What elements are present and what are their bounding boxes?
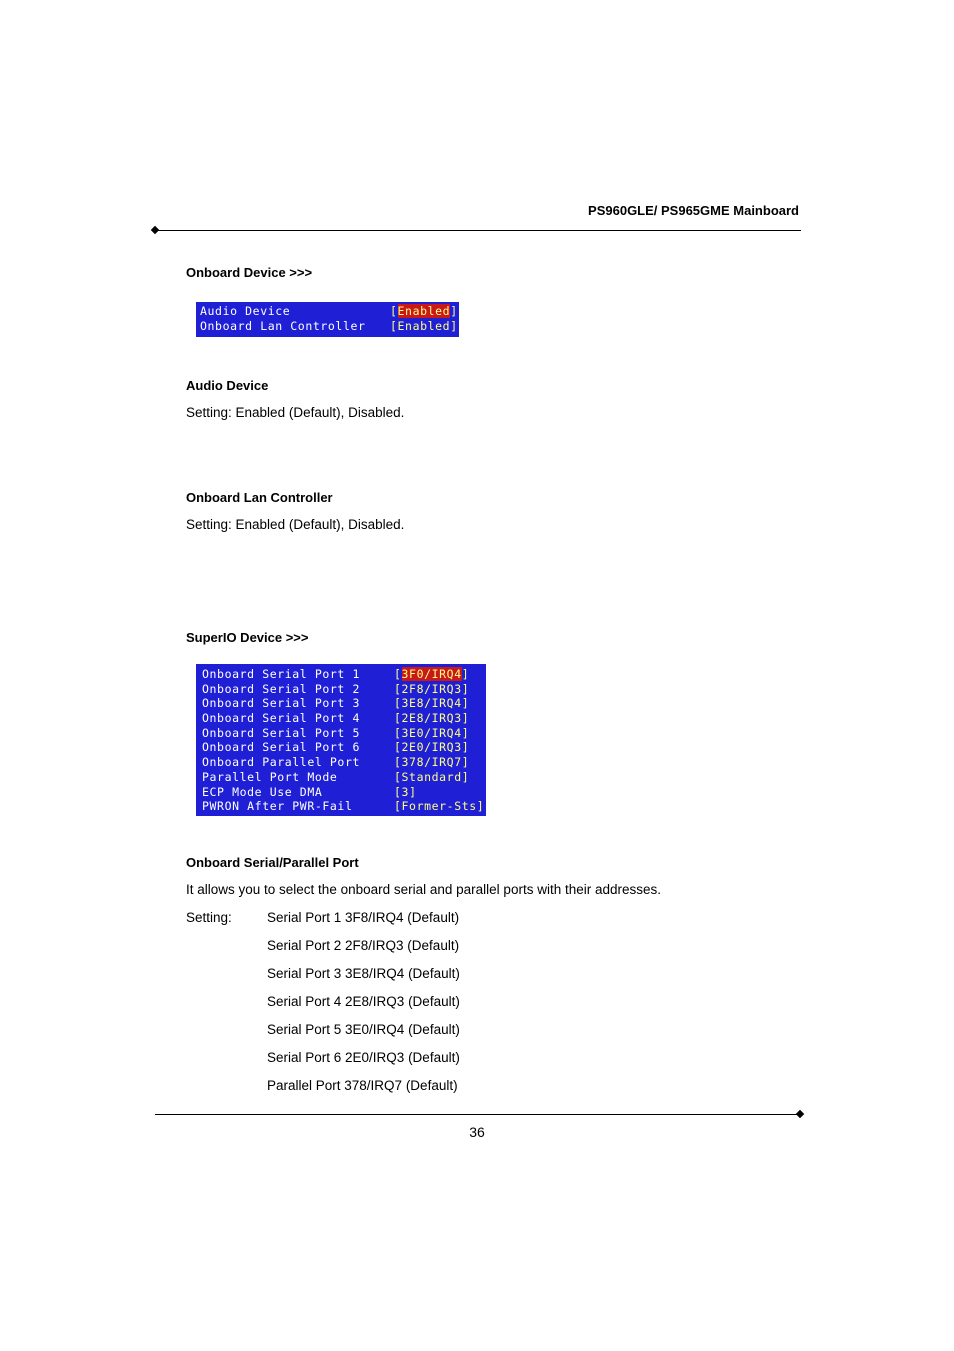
setting-option: Parallel Port 378/IRQ7 (Default) xyxy=(267,1078,458,1093)
superio-device-heading: SuperIO Device >>> xyxy=(186,630,309,645)
bios-row-value: [3F0/IRQ4] xyxy=(394,667,470,681)
bios-row-label: PWRON After PWR-Fail xyxy=(202,799,353,814)
bios-row-value: [3E0/IRQ4] xyxy=(394,725,470,740)
bios-row xyxy=(202,740,482,755)
serial-parallel-options xyxy=(267,910,460,1106)
bios-row-label: Onboard Lan Controller xyxy=(200,319,366,333)
serial-parallel-description: It allows you to select the onboard serial and parallel ports with their addresses. xyxy=(186,882,662,897)
bios-row-label: Onboard Serial Port 4 xyxy=(202,711,360,726)
setting-option: Serial Port 3 3E8/IRQ4 (Default) xyxy=(267,966,460,981)
onboard-device-heading: Onboard Device >>> xyxy=(186,265,313,280)
bios-row-label: ECP Mode Use DMA xyxy=(202,784,323,799)
setting-option: Serial Port 2 2F8/IRQ3 (Default) xyxy=(267,938,460,953)
bios-row-value: [Former-Sts] xyxy=(394,799,485,814)
bios-row xyxy=(202,726,482,741)
onboard-lan-heading: Onboard Lan Controller xyxy=(186,490,333,505)
setting-option: Serial Port 6 2E0/IRQ3 (Default) xyxy=(267,1050,460,1065)
bios-row-value: [Standard] xyxy=(394,769,470,784)
bios-row-value: [3E8/IRQ4] xyxy=(394,696,470,711)
bios-row xyxy=(202,755,482,770)
bios-row xyxy=(202,785,482,800)
setting-option: Serial Port 1 3F8/IRQ4 (Default) xyxy=(267,910,460,925)
bios-row xyxy=(202,696,482,711)
onboard-device-bios-panel xyxy=(196,302,459,337)
serial-parallel-setting-label: Setting: xyxy=(186,910,232,925)
bios-row-label: Onboard Serial Port 3 xyxy=(202,696,360,711)
bios-row-label: Audio Device xyxy=(200,304,291,318)
setting-option: Serial Port 4 2E8/IRQ3 (Default) xyxy=(267,994,460,1009)
bios-row-value: [3] xyxy=(394,784,417,799)
bios-row-value: [Enabled] xyxy=(390,304,458,318)
audio-device-heading: Audio Device xyxy=(186,378,269,393)
bios-row-label: Onboard Serial Port 1 xyxy=(202,667,360,681)
bios-row xyxy=(202,682,482,697)
bios-row-value: [Enabled] xyxy=(390,319,458,333)
bios-row-label: Onboard Parallel Port xyxy=(202,755,360,770)
footer-rule xyxy=(155,1114,801,1115)
bios-row-value: [2E8/IRQ3] xyxy=(394,711,470,726)
page-number: 36 xyxy=(469,1124,485,1140)
bios-row xyxy=(202,770,482,785)
bios-row-value: [2F8/IRQ3] xyxy=(394,681,470,696)
setting-option: Serial Port 5 3E0/IRQ4 (Default) xyxy=(267,1022,460,1037)
page-header-title: PS960GLE/ PS965GME Mainboard xyxy=(588,203,799,218)
bios-row-label: Onboard Serial Port 2 xyxy=(202,681,360,696)
superio-device-bios-panel xyxy=(196,664,486,816)
header-rule xyxy=(155,230,801,231)
bios-row xyxy=(202,799,485,814)
onboard-lan-setting: Setting: Enabled (Default), Disabled. xyxy=(186,517,405,532)
bios-row xyxy=(202,667,482,682)
bios-row-audio-device xyxy=(200,304,458,319)
footer-diamond-icon xyxy=(796,1110,804,1118)
bios-row-label: Parallel Port Mode xyxy=(202,769,338,784)
bios-row-value: [2E0/IRQ3] xyxy=(394,740,470,755)
bios-row-label: Onboard Serial Port 5 xyxy=(202,725,360,740)
bios-row-onboard-lan xyxy=(200,319,458,334)
bios-row-value: [378/IRQ7] xyxy=(394,755,470,770)
audio-device-setting: Setting: Enabled (Default), Disabled. xyxy=(186,405,405,420)
serial-parallel-heading: Onboard Serial/Parallel Port xyxy=(186,855,359,870)
bios-row-label: Onboard Serial Port 6 xyxy=(202,740,360,755)
bios-row xyxy=(202,711,482,726)
